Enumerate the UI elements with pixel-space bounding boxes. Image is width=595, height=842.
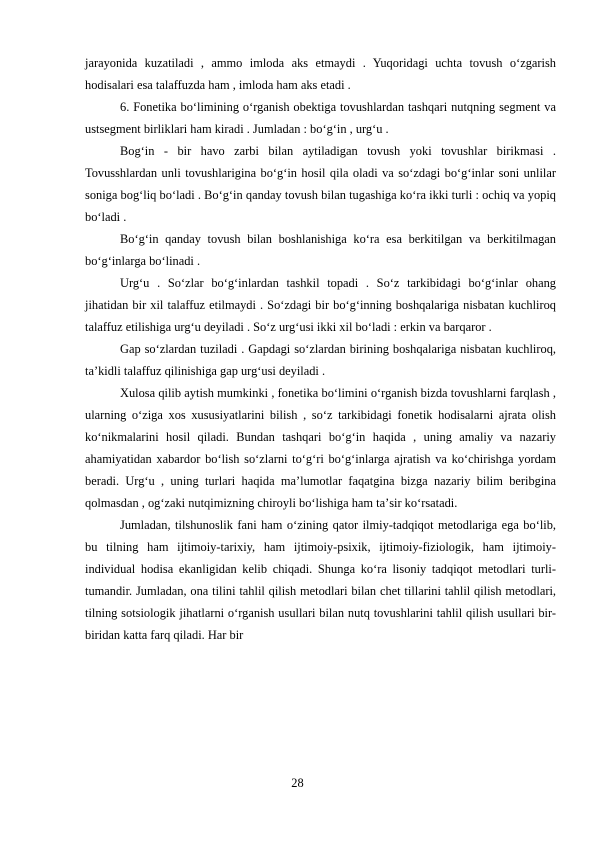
paragraph-4: Boʻgʻin qanday tovush bilan boshlanishiga koʻra esa berkitilgan va berkitilmagan boʻgʻinlarga boʻlinadi . [85,232,556,268]
paragraph-7: Xulosa qilib aytish mumkinki , fonetika boʻlimini oʻrganish bizda tovushlarni farqlash , ularning oʻziga xos xususiyatlarini bilish , soʻz tarkibidagi fonetik hodisalarni ajrata olish koʻnikmalarini hosil qiladi. Bundan tashqari boʻgʻin haqida , uning amaliy va nazariy ahamiyatidan xabardor boʻlish soʻzlarni toʻgʻri boʻgʻinlarga ajratish va koʻchirishga yordam beradi. Urgʻu , uning turlari haqida maʼlumotlar faqatgina bizga nazariy bilim beribgina qolmasdan , ogʻzaki nutqimizning chiroyli boʻlishiga ham taʼsir koʻrsatadi. [85,386,556,510]
paragraph-6: Gap soʻzlardan tuziladi . Gapdagi soʻzlardan birining boshqalariga nisbatan kuchliroq, taʼkidli talaffuz qilinishiga gap urgʻusi deyiladi . [85,342,556,378]
paragraph-8: Jumladan, tilshunoslik fani ham oʻzining qator ilmiy-tadqiqot metodlariga ega boʻlib, bu tilning ham ijtimoiy-tarixiy, ham ijtimoiy-psixik, ijtimoiy-fiziologik, ham ijtimoiy-individual hodisa ekanligidan kelib chiqadi. Shunga koʻra lisoniy tadqiqot metodlari turli-tumandir. Jumladan, ona tilini tahlil qilish metodlari bilan chet tillarini tahlil qilish metodlari, tilning sotsiologik jihatlarni oʻrganish usullari bilan nutq tovushlarini tahlil qilish usullari bir-biridan katta farq qiladi. Har bir [85,518,556,642]
page-number: 28 [291,776,304,790]
paragraph-5: Urgʻu . Soʻzlar boʻgʻinlardan tashkil topadi . Soʻz tarkibidagi boʻgʻinlar ohang jihatidan bir xil talaffuz etilmaydi . Soʻzdagi bir boʻgʻinning boshqalariga nisbatan kuchliroq talaffuz etilishiga urgʻu deyiladi . Soʻz urgʻusi ikki xil boʻladi : erkin va barqaror . [85,276,556,334]
paragraph-2: 6. Fonetika boʻlimining oʻrganish obektiga tovushlardan tashqari nutqning segment va ustsegment birliklari ham kiradi . Jumladan : boʻgʻin , urgʻu . [85,100,556,136]
paragraph-1: jarayonida kuzatiladi , ammo imloda aks etmaydi . Yuqoridagi uchta tovush oʻzgarish hodisalari esa talaffuzda ham , imloda ham aks etadi . [85,56,556,92]
document-body [85,52,556,646]
paragraph-3: Bogʻin - bir havo zarbi bilan aytiladigan tovush yoki tovushlar birikmasi . Tovusshlardan unli tovushlarigina boʻgʻin hosil qila oladi va soʻzdagi boʻgʻinlar soni unlilar soniga bogʻliq boʻladi . Boʻgʻin qanday tovush bilan tugashiga koʻra ikki turli : ochiq va yopiq boʻladi . [85,144,556,224]
